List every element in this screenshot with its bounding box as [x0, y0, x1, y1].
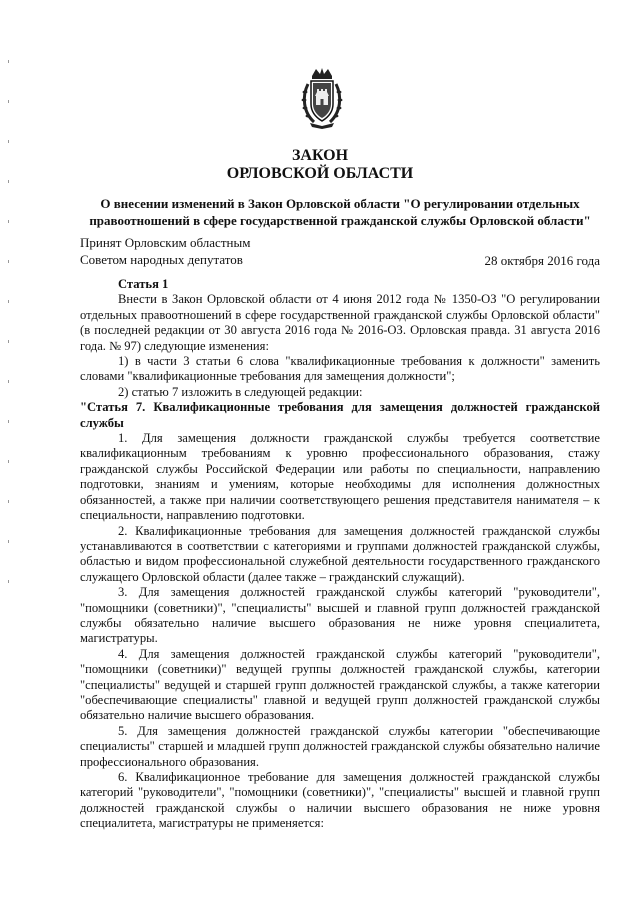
- paragraph: 2. Квалификационные требования для замещения должностей гражданской службы устанавливаются в соответствии с категориями и группами должностей гражданской службы, областью и видом профессиональной служебной деятельности государственного гражданского служащего Орловской области (далее также – гражданский служащий).: [80, 523, 600, 584]
- coat-of-arms-icon: [298, 66, 346, 130]
- paragraph: 1) в части 3 статьи 6 слова "квалификационные требования к должности" заменить словами "квалификационные требования для замещения должности";: [80, 354, 600, 384]
- adoption-block: [80, 234, 250, 268]
- article-7-heading: "Статья 7. Квалификационные требования для замещения должностей гражданской службы: [80, 400, 600, 430]
- paragraph: Внести в Закон Орловской области от 4 июня 2012 года № 1350-ОЗ "О регулировании отдельных правоотношений в сфере государственной гражданской службы Орловской области" (в последней редакции от 30 августа 2016 года № 2016-ОЗ. Орловская правда. 31 августа 2016 года. № 97) следующие изменения:: [80, 292, 600, 353]
- adoption-line-1: Принят Орловским областным: [80, 235, 251, 250]
- article-1-heading: Статья 1: [118, 277, 169, 291]
- paragraph: 5. Для замещения должностей гражданской службы категории "обеспечивающие специалисты" старшей и младшей групп должностей гражданской службы обязательно наличие профессионального образования.: [80, 723, 600, 769]
- document-type-title: ЗАКОН: [291, 147, 349, 164]
- scan-margin-marks: [8, 60, 10, 620]
- paragraph: 6. Квалификационное требование для замещения должностей гражданской службы категорий "руководители", "помощники (советники)", "специалисты" высшей и главной групп должностей гражданской службы о наличии высшего образования не ниже уровня специалитета, магистратуры не применяется:: [80, 770, 600, 831]
- adoption-line-2: Советом народных депутатов: [80, 252, 243, 267]
- paragraph: 1. Для замещения должности гражданской службы требуется соответствие квалификационным требованиям к уровню профессионального образования, стажу гражданской службы Российской Федерации или работы по специальности, направлению подготовки, знаниям и умениям, которые необходимы для исполнения должностных обязанностей, а также при наличии соответствующего решения представителя нанимателя – к специальности, направлению подготовки.: [80, 431, 600, 523]
- paragraph: 4. Для замещения должностей гражданской службы категорий "руководители", "помощники (советники)" ведущей группы должностей гражданской службы, категории "специалисты" ведущей и старшей групп должностей гражданской службы, а также категории "обеспечивающие специалисты" главной и ведущей групп должностей гражданской службы обязательно наличие высшего образования.: [80, 646, 600, 723]
- region-title: ОРЛОВСКОЙ ОБЛАСТИ: [226, 165, 414, 182]
- adoption-date: 28 октября 2016 года: [484, 253, 600, 268]
- law-body: [80, 277, 600, 832]
- law-subtitle: О внесении изменений в Закон Орловской области "О регулировании отдельных правоотношений в сфере государственной гражданской службы Орловской области": [89, 196, 591, 228]
- paragraph: 2) статью 7 изложить в следующей редакции:: [118, 384, 363, 399]
- paragraph: 3. Для замещения должностей гражданской службы категорий "руководители", "помощники (советники)", "специалисты" высшей и главной групп должностей гражданской службы обязательно наличие высшего образования не ниже уровня специалитета, магистратуры.: [80, 585, 600, 646]
